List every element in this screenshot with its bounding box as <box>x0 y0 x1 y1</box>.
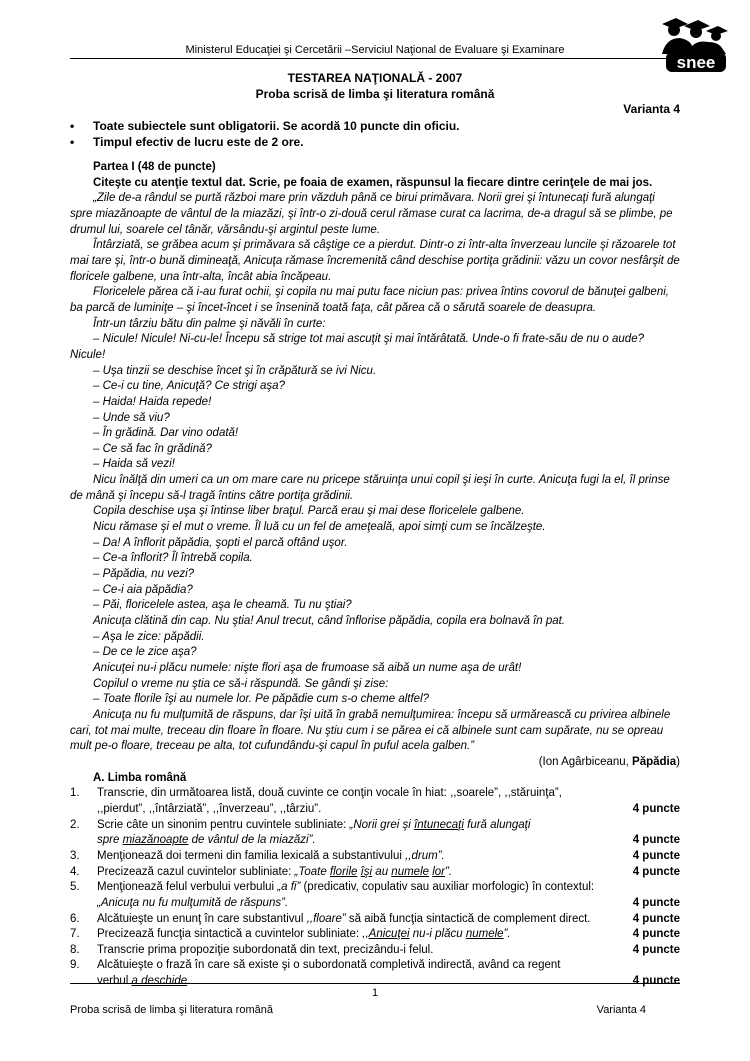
text-paragraph: – În grădină. Dar vino odată! <box>93 427 239 440</box>
text-paragraph: Anicuţa nu fu mulţumită de răspuns, dar îşi uită în grabă nemulţumirea: începu să urmărească cu privirea albinele cari, tot mai multe, treceau din floare în floare. Nu ştiu cum i se părea ei că albinele sunt cam supărate, nu se opreau mult pe-o floare, treceau pe alta, tot cufundându-şi capul în puful acela galben.” <box>70 708 671 753</box>
exam-title: TESTAREA NAŢIONALĂ - 2007 <box>287 71 463 85</box>
text-paragraph: – Ce să fac în grădină? <box>93 442 212 455</box>
variant-label: Varianta 4 <box>623 102 680 116</box>
question-number: 3. <box>70 849 80 862</box>
question-points: 4 puncte <box>632 834 680 847</box>
rule-item: • Toate subiectele sunt obligatorii. Se acordă 10 puncte din oficiu. <box>70 119 460 133</box>
text-paragraph: Nicu înălţă din umeri ca un om mare care nu pricepe stăruinţa unui copil şi ieşi în curte. Anicuţa fugi la el, îl prinse de mână şi începu să-l tragă întins către portiţa grădinii. <box>70 474 670 502</box>
logo-text: snee <box>676 53 716 72</box>
question-item: 1. Transcrie, din următoarea listă, două cuvinte ce conţin vocale în hiat: ,,soarele”, ,,stăruinţa”, ,,pierdut”, ,,întârziată”, ,,înverzeau”, ,,târziu”. 4 puncte <box>70 786 680 817</box>
section-a-heading: A. Limba română <box>93 771 187 784</box>
graduates-silhouette-icon <box>662 18 728 54</box>
exam-subtitle: Proba scrisă de limba şi literatura română <box>255 87 495 101</box>
text-paragraph: – Toate florile îşi au numele lor. Pe păpădie cum s-o cheme altfel? <box>93 693 430 706</box>
text-paragraph: – Haida să vezi! <box>93 458 175 471</box>
text-paragraph: – Păpădia, nu vezi? <box>93 568 195 581</box>
footer-exam-name: Proba scrisă de limba şi literatura română <box>70 1004 273 1016</box>
text-paragraph: Floricelele părea că i-au furat ochii, şi copila nu mai putu face niciun pas: privea întins covorul de bănuţei galbeni, ba parcă de luminiţe – şi încet-încet i se însenină toată faţa, cât părea că o sărută soarele de deasupra. <box>70 286 669 314</box>
text-paragraph: – Ce-a înflorit? Îl întrebă copila. <box>93 552 253 565</box>
question-points: 4 puncte <box>632 943 680 956</box>
bullet-icon: • <box>70 135 75 149</box>
text-paragraph: – Nicule! Nicule! Ni-cu-le! Începu să strige tot mai ascuţit şi mai întărâtată. Unde-o fi frate-său de nu o aude? Nicule! <box>70 333 644 361</box>
question-item: 4. Precizează cazul cuvintelor subliniate: „Toate florile îşi au numele lor”. 4 puncte <box>70 865 680 881</box>
source-title: Păpădia <box>632 755 677 768</box>
question-points: 4 puncte <box>632 975 680 988</box>
exam-body <box>70 160 680 990</box>
question-number: 7. <box>70 928 80 941</box>
question-number: 9. <box>70 959 80 972</box>
literary-text <box>70 191 680 770</box>
text-paragraph: – Haida! Haida repede! <box>93 395 212 408</box>
question-number: 6. <box>70 912 80 925</box>
text-paragraph: Copilul o vreme nu ştia ce să-i răspundă. Se gândi şi zise: <box>93 677 389 690</box>
question-number: 2. <box>70 818 80 831</box>
part-instruction: Citeşte cu atenţie textul dat. Scrie, pe foaia de examen, răspunsul la fiecare dintre cerinţele de mai jos. <box>93 176 653 189</box>
snee-logo <box>652 18 730 74</box>
rule-item: • Timpul efectiv de lucru este de 2 ore. <box>70 135 304 149</box>
page-number: 1 <box>371 987 379 999</box>
text-paragraph: Anicuţei nu-i plăcu numele: nişte flori aşa de frumoase să aibă un nume aşa de urât! <box>93 662 522 674</box>
text-paragraph: – Aşa le zice: păpădii. <box>93 630 205 643</box>
text-paragraph: – Da! A înflorit păpădia, şopti el parcă oftând uşor. <box>93 536 348 549</box>
text-paragraph: – Ce-i aia păpădia? <box>93 583 193 596</box>
text-paragraph: – Unde să viu? <box>93 411 170 424</box>
ministry-header: Ministerul Educaţiei şi Cercetării –Serviciul Naţional de Evaluare şi Examinare <box>185 44 565 56</box>
header-divider <box>70 58 680 59</box>
text-paragraph: Într-un târziu bătu din palme şi năvăli în curte: <box>93 317 326 330</box>
text-paragraph: – Ce-i cu tine, Anicuţă? Ce strigi aşa? <box>93 380 285 393</box>
question-number: 4. <box>70 865 80 878</box>
question-points: 4 puncte <box>632 912 680 925</box>
footer-variant: Varianta 4 <box>596 1004 646 1016</box>
text-paragraph: Întârziată, se grăbea acum şi primăvara să câştige ce a pierdut. Dintr-o zi într-alta înverzeau luncile şi răzoarele tot mai tare şi, într-o bună dimineaţă, Anicuţa rămase încremenită când deschise portiţa grădinii: văzu un covor nesfârşit de floricele galbene, una într-alta, încât abia încăpeau. <box>70 239 680 283</box>
question-item: 9. Alcătuieşte o frază în care să existe şi o subordonată completivă indirectă, având ca regent verbul a deschide. 4 puncte <box>70 958 680 989</box>
question-item: 7. Precizează funcţia sintactică a cuvintelor subliniate: ,,Anicuţei nu-i plăcu numele”. 4 puncte <box>70 927 680 943</box>
text-paragraph: – Uşa tinzii se deschise încet şi în crăpătură se ivi Nicu. <box>93 364 377 377</box>
question-item: 8. Transcrie prima propoziţie subordonată din text, precizându-i felul. 4 puncte <box>70 943 680 959</box>
question-number: 5. <box>70 881 80 894</box>
question-points: 4 puncte <box>632 802 680 815</box>
footer-divider <box>70 983 680 984</box>
text-paragraph: – Păi, floricelele astea, aşa le cheamă. Tu nu ştiai? <box>93 599 352 612</box>
text-paragraph: Copila deschise uşa şi întinse liber braţul. Parcă erau şi mai dese floricelele galbene. <box>93 505 525 518</box>
text-paragraph: „Zile de-a rândul se purtă război mare prin văzduh până ce birui primăvara. Norii grei şi întunecaţi fură alungaţi spre miazănoapte de vântul de la miazăzi, şi într-o zi-două cerul rămase curat ca lacrima, de-a dragul să se plimbe, pe drumul lui, soarele cel tânăr, vărsându-şi argintul peste lume. <box>70 192 673 236</box>
exam-rules <box>70 118 680 150</box>
question-item: 3. Menţionează doi termeni din familia lexicală a substantivului ,,drum”. 4 puncte <box>70 849 680 865</box>
question-points: 4 puncte <box>632 849 680 862</box>
question-number: 8. <box>70 943 80 956</box>
question-points: 4 puncte <box>632 928 680 941</box>
part-heading: Partea I (48 de puncte) <box>93 161 216 173</box>
question-points: 4 puncte <box>632 896 680 909</box>
question-number: 1. <box>70 787 80 800</box>
text-source: (Ion Agârbiceanu, Păpădia) <box>538 755 680 768</box>
text-paragraph: – De ce le zice aşa? <box>93 646 197 659</box>
text-paragraph: Nicu rămase şi el mut o vreme. Îl luă cu un fel de ameţeală, apoi simţi cum se încălzeşte. <box>93 521 546 534</box>
text-paragraph: Anicuţa clătină din cap. Nu ştia! Anul trecut, când înflorise păpădia, copila era bolnavă în pat. <box>93 615 565 628</box>
question-item: 6. Alcătuieşte un enunţ în care substantivul ,,floare” să aibă funcţia sintactică de complement direct. 4 puncte <box>70 912 680 928</box>
question-points: 4 puncte <box>632 865 680 878</box>
question-item: 2. Scrie câte un sinonim pentru cuvintele subliniate: „Norii grei şi întunecaţi fură alungaţi spre miazănoapte de vântul de la miazăzi”. 4 puncte <box>70 818 680 849</box>
question-item: 5. Menţionează felul verbului verbului „a fi” (predicativ, copulativ sau auxiliar morfologic) în contextul: „Anicuţa nu fu mulţumită de răspuns”. 4 puncte <box>70 880 680 911</box>
bullet-icon: • <box>70 119 75 133</box>
